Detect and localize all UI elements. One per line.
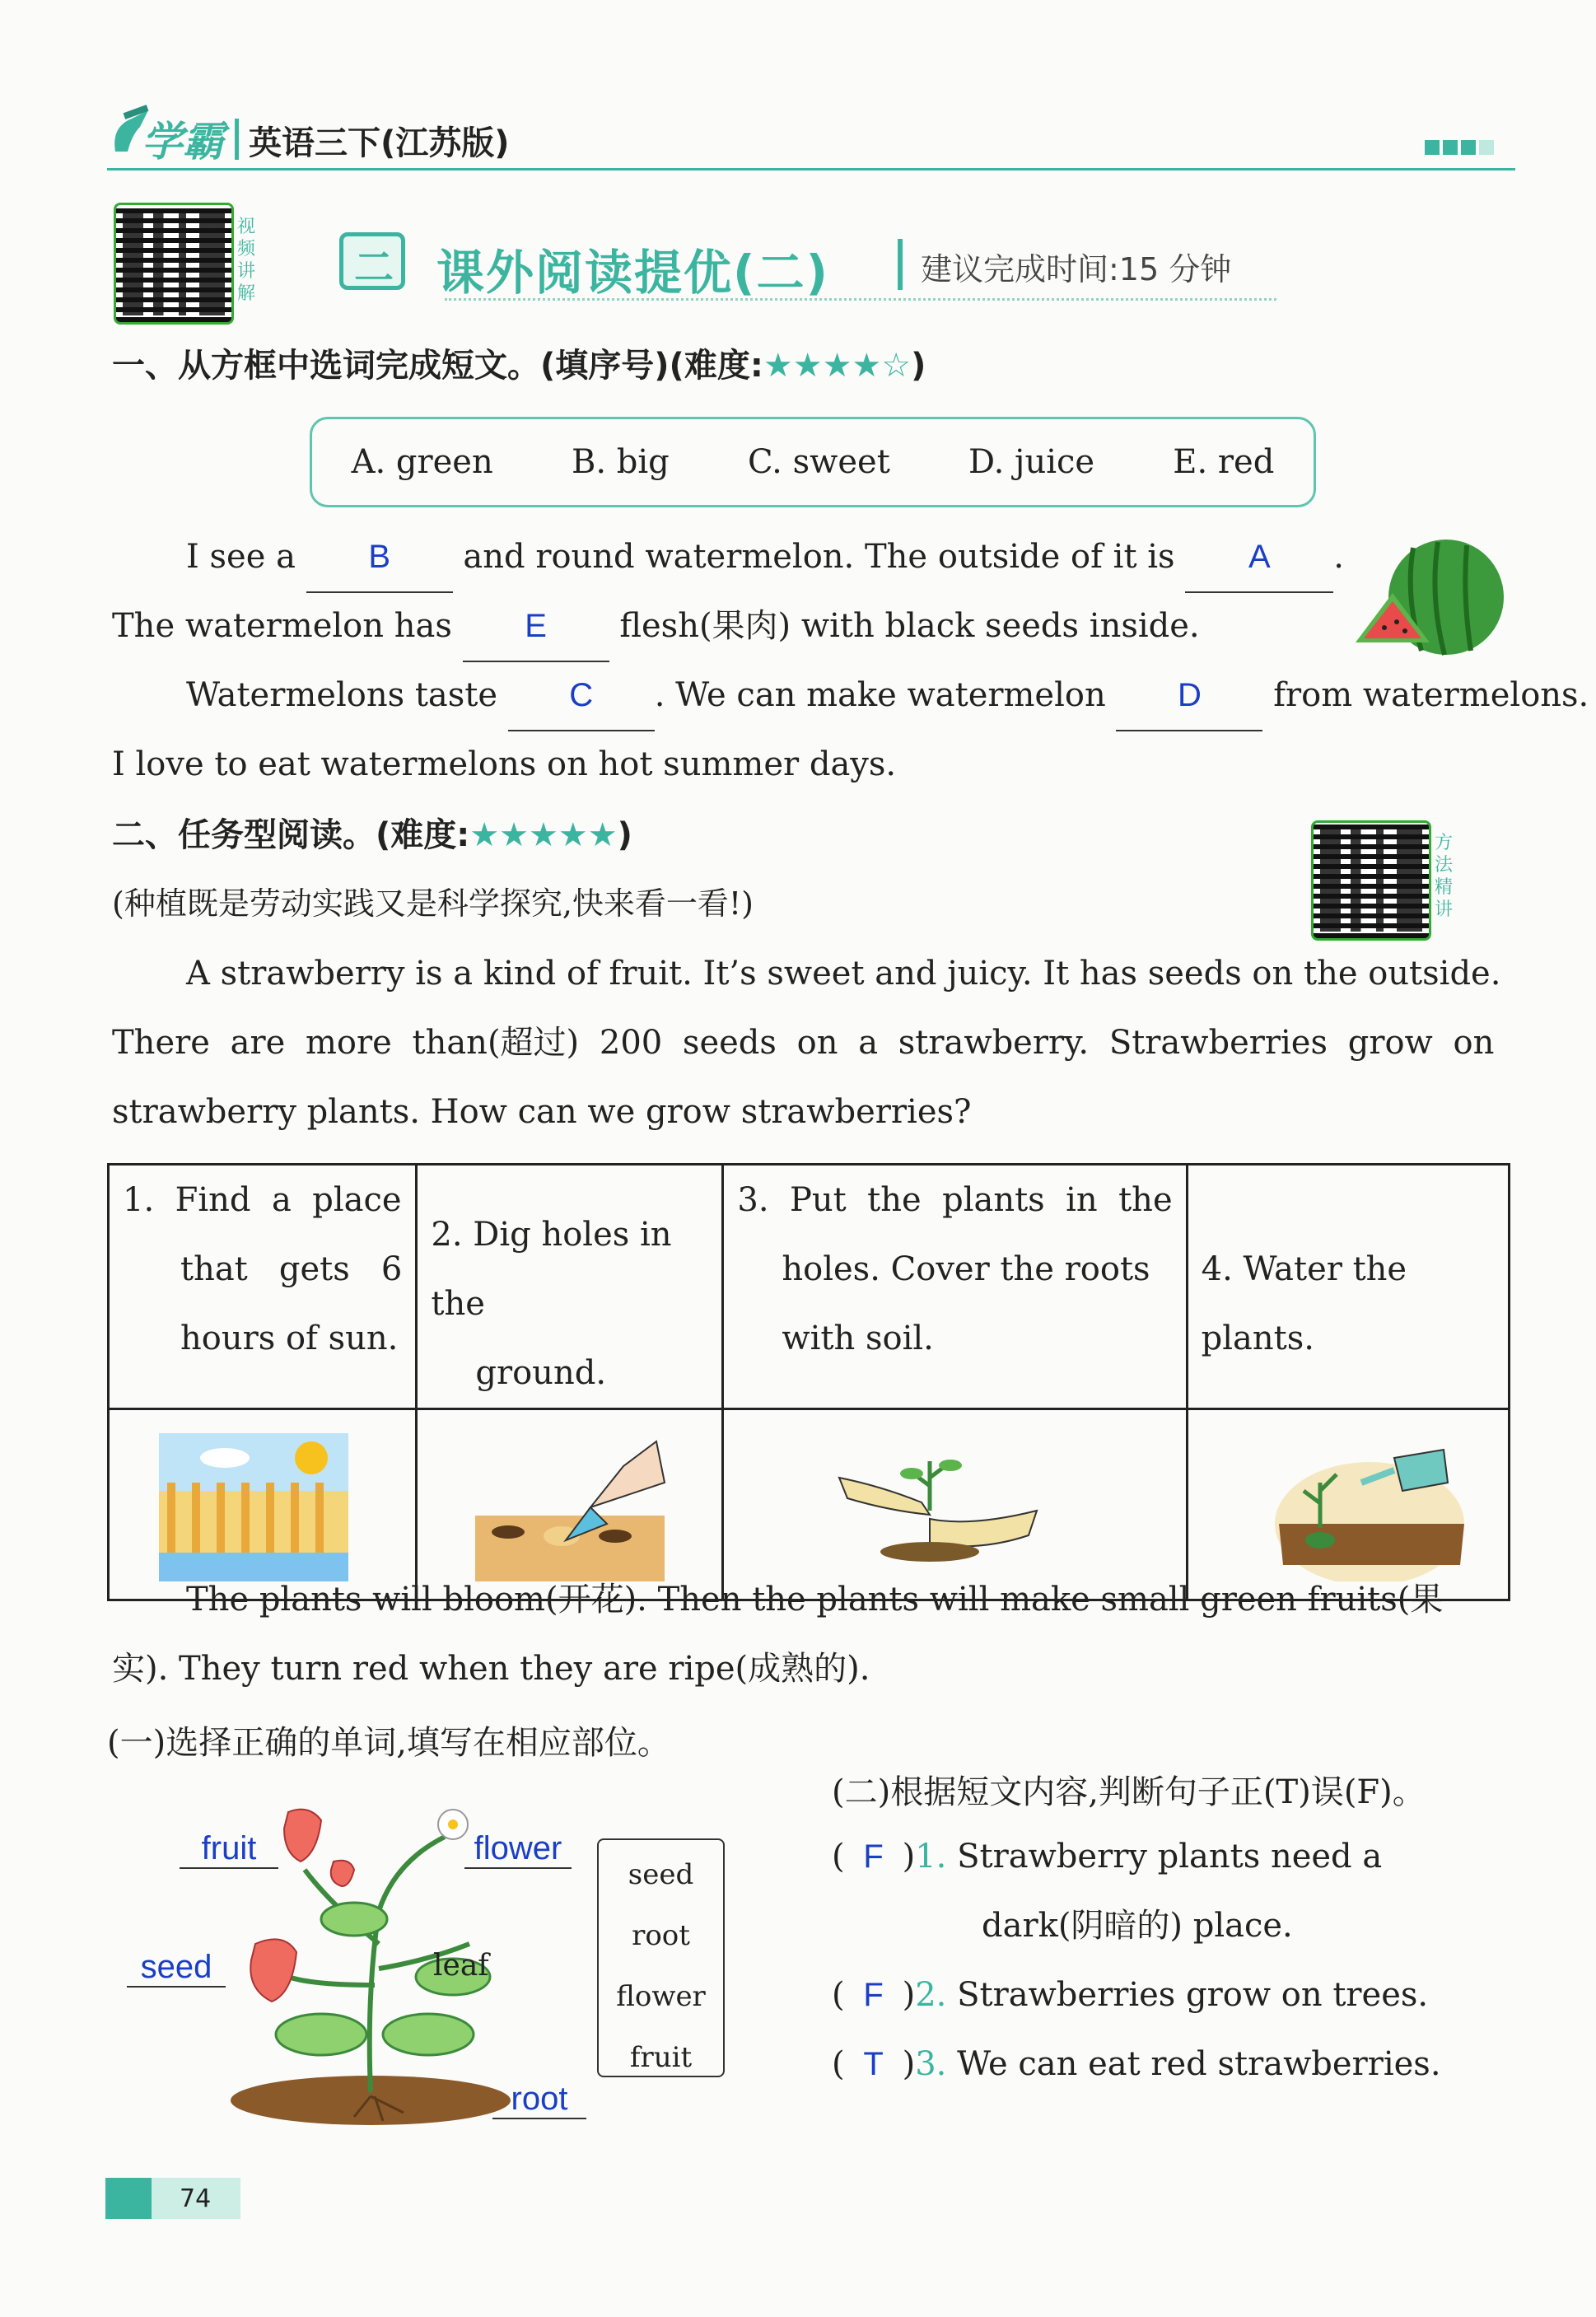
tf-item-1: ( F )1. Strawberry plants need a	[832, 1822, 1382, 1891]
watermelon-illustration	[1347, 535, 1512, 667]
intro-line-1: A strawberry is a kind of fruit. It’s sweet and juicy. It has seeds on the outside.	[186, 955, 1501, 993]
section-title: 课外阅读提优(二)	[436, 245, 830, 301]
label-seed[interactable]: seed	[127, 1949, 226, 1988]
label-root[interactable]: root	[492, 2081, 586, 2119]
tf-item-2: ( F )2. Strawberries grow on trees.	[832, 1960, 1428, 2030]
option-a: A. green	[351, 443, 493, 481]
intro-line-3: strawberry plants. How can we grow strawberries?	[112, 1093, 972, 1131]
tf-answer-3[interactable]: T	[863, 2046, 884, 2082]
header-rule	[107, 168, 1515, 171]
qr-method-label: 方法精讲	[1435, 833, 1454, 920]
section-title-divider	[898, 239, 903, 290]
tf-answer-1[interactable]: F	[863, 1838, 884, 1875]
part2-stars: ★★★★★	[469, 816, 618, 854]
part2-subheading: (种植既是劳动实践又是科学探究,快来看一看!)	[112, 885, 754, 922]
part1-stars: ★★★★☆	[763, 347, 912, 385]
option-c: C. sweet	[747, 443, 890, 481]
time-hint: 建议完成时间:15 分钟	[921, 251, 1232, 287]
brand-name: 学霸	[142, 118, 224, 166]
sub2-heading: (二)根据短文内容,判断句子正(T)误(F)。	[832, 1773, 1426, 1811]
label-leaf: leaf	[433, 1949, 489, 1983]
option-e: E. red	[1173, 443, 1275, 481]
part1-heading	[112, 339, 926, 386]
header	[107, 99, 1515, 173]
tf-item-1-cont: dark(阴暗的) place.	[982, 1907, 1293, 1945]
part2-heading: 二、任务型阅读。(难度:★★★★★)	[112, 816, 632, 854]
sub1-heading: (一)选择正确的单词,填写在相应部位。	[107, 1724, 670, 1762]
qr-side-label: 视频讲解	[237, 217, 256, 304]
answer-blank-4[interactable]: C	[508, 661, 655, 731]
part1-heading-text: 一、从方框中选词完成短文。(填序号)(难度:	[112, 347, 763, 385]
tf-item-3: ( T )3. We can eat red strawberries.	[832, 2030, 1441, 2099]
step-2-cell: 2. Dig holes in the ground.	[417, 1165, 723, 1409]
header-divider	[235, 119, 239, 160]
word-options-box	[310, 417, 1316, 507]
qr-code-video[interactable]	[114, 203, 234, 325]
passage-line-2: The watermelon has E flesh(果肉) with black seeds inside.	[112, 591, 1200, 662]
passage-line-3: Watermelons taste C . We can make watermelon D from watermelons.	[186, 661, 1589, 731]
label-flower[interactable]: flower	[464, 1830, 572, 1869]
after-line-2: 实). They turn red when they are ripe(成熟的).	[112, 1650, 870, 1688]
answer-blank-2[interactable]: A	[1185, 522, 1333, 593]
intro-line-2: There are more than(超过) 200 seeds on a strawberry. Strawberries grow on	[112, 1024, 1495, 1062]
page-number-badge	[105, 2178, 240, 2219]
answer-blank-5[interactable]: D	[1116, 661, 1262, 731]
answer-blank-1[interactable]: B	[306, 522, 453, 593]
qr-code-method[interactable]	[1311, 820, 1431, 941]
plant-word-box: seed root flower fruit	[597, 1838, 725, 2077]
option-b: B. big	[571, 443, 670, 481]
after-line-1: The plants will bloom(开花). Then the plants will make small green fruits(果	[186, 1581, 1444, 1619]
passage-line-1: I see a B and round watermelon. The outside of it is A .	[186, 522, 1344, 593]
page-number: 74	[180, 2184, 212, 2213]
book-title: 英语三下(江苏版)	[249, 124, 510, 162]
section-dotted-rule	[445, 298, 1276, 301]
steps-table	[107, 1163, 1510, 1601]
section-number: 二	[354, 245, 394, 291]
label-fruit[interactable]: fruit	[180, 1830, 278, 1869]
answer-blank-3[interactable]: E	[463, 591, 609, 662]
option-d: D. juice	[968, 443, 1095, 481]
passage-line-4: I love to eat watermelons on hot summer days.	[112, 745, 897, 783]
tf-answer-2[interactable]: F	[863, 1977, 884, 2013]
step-3-cell: 3. Put the plants in the holes. Cover the roots with soil.	[723, 1165, 1187, 1409]
part1-heading-end: )	[911, 347, 926, 385]
pencil-icon	[105, 2178, 152, 2219]
step-1-cell: 1. Find a place that gets 6 hours of sun.	[109, 1165, 417, 1409]
step-4-cell: 4. Water the plants.	[1187, 1165, 1509, 1409]
header-squares	[1425, 140, 1515, 156]
